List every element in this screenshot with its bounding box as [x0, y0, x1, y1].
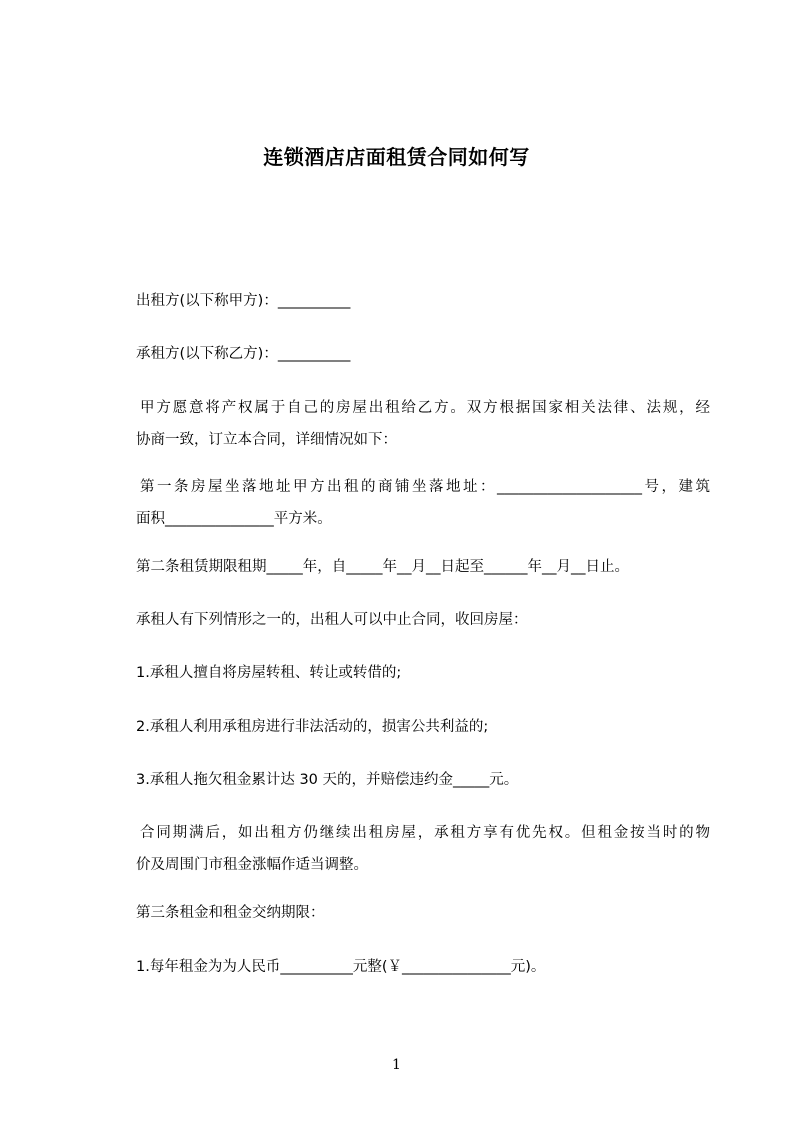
rent-item-1: 1.每年租金为为人民币__________元整(￥_______________元)。	[136, 959, 546, 975]
termination-item-3: 3.承租人拖欠租金累计达 30 天的，并赔偿违约金_____元。	[136, 772, 519, 788]
document-title: 连锁酒店店面租赁合同如何写	[263, 145, 530, 169]
termination-item-1: 1.承租人擅自将房屋转租、转让或转借的;	[136, 665, 402, 681]
page-number: 1	[392, 1057, 401, 1073]
renewal-line-1: 合同期满后，如出租方仍继续出租房屋，承租方享有优先权。但租金按当时的物	[140, 825, 710, 841]
intro-paragraph	[136, 392, 710, 456]
article-1-paragraph	[136, 471, 710, 535]
termination-item-2: 2.承租人利用承租房进行非法活动的，损害公共利益的;	[136, 719, 489, 735]
renewal-paragraph	[136, 817, 710, 881]
article-3-heading: 第三条租金和租金交纳期限：	[136, 905, 325, 921]
article-1-line-1: 第一条房屋坐落地址甲方出租的商铺坐落地址：____________________号，建筑	[140, 479, 710, 495]
intro-line-1: 甲方愿意将产权属于自己的房屋出租给乙方。双方根据国家相关法律、法规，经	[140, 400, 710, 416]
renewal-line-2: 价及周围门市租金涨幅作适当调整。	[136, 857, 368, 873]
lessor-line: 出租方(以下称甲方)：__________	[136, 293, 351, 309]
article-2-line: 第二条租赁期限租期_____年，自_____年__月__日起至______年__月__日止。	[136, 559, 629, 575]
termination-intro: 承租人有下列情形之一的，出租人可以中止合同，收回房屋：	[136, 612, 528, 628]
intro-line-2: 协商一致，订立本合同，详细情况如下：	[136, 432, 397, 448]
article-1-line-2: 面积_______________平方米。	[136, 511, 332, 527]
lessee-line: 承租方(以下称乙方)：__________	[136, 346, 351, 362]
